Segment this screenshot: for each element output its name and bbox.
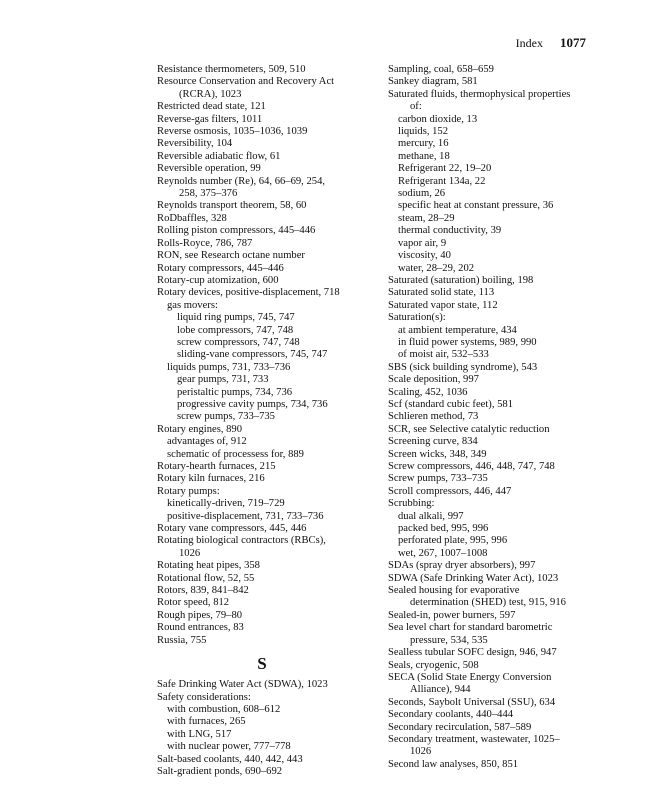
index-subentry: perforated plate, 995, 996 <box>398 535 508 547</box>
section-letter-heading: S <box>257 654 267 674</box>
index-subentry: of moist air, 532–533 <box>398 349 489 361</box>
index-entry: RON, see Research octane number <box>157 250 305 262</box>
index-entry-continuation: pressure, 534, 535 <box>410 634 488 646</box>
index-entry: Rotational flow, 52, 55 <box>157 572 255 584</box>
index-subentry: vapor air, 9 <box>398 237 447 249</box>
index-entry: Safe Drinking Water Act (SDWA), 1023 <box>157 679 328 691</box>
index-entry: Seconds, Saybolt Universal (SSU), 634 <box>388 696 556 708</box>
index-entry: Sealless tubular SOFC design, 946, 947 <box>388 647 557 659</box>
index-entry: Rotary-cup atomization, 600 <box>157 274 279 286</box>
index-entry: Reynolds number (Re), 64, 66–69, 254, <box>157 175 326 187</box>
index-subentry: steam, 28–29 <box>398 212 455 224</box>
index-entry: Reverse osmosis, 1035–1036, 1039 <box>157 126 308 138</box>
index-subentry: with combustion, 608–612 <box>167 703 281 715</box>
index-entry: Rough pipes, 79–80 <box>157 609 243 621</box>
index-subentry: dual alkali, 997 <box>398 510 464 522</box>
index-entry: Sea level chart for standard barometric <box>388 622 553 634</box>
index-subentry: lobe compressors, 747, 748 <box>177 324 294 336</box>
index-group-r <box>157 64 367 647</box>
index-entry: SECA (Solid State Energy Conversion <box>388 671 552 683</box>
index-column-right <box>388 64 600 771</box>
index-entry: Rotary vane compressors, 445, 446 <box>157 523 307 535</box>
index-entry: SCR, see Selective catalytic reduction <box>388 423 550 435</box>
index-entry: Safety considerations: <box>157 691 251 703</box>
index-entry: Reverse-gas filters, 1011 <box>157 113 263 125</box>
index-entry: Screening curve, 834 <box>388 436 478 448</box>
index-entry: Seals, cryogenic, 508 <box>388 659 479 671</box>
page-number: 1077 <box>560 35 586 50</box>
index-group-s <box>157 679 367 778</box>
index-entry: Saturated fluids, thermophysical properties <box>388 88 571 100</box>
section-title: Index <box>515 36 543 50</box>
index-subentry: with nuclear power, 777–778 <box>167 741 291 753</box>
index-entry: Restricted dead state, 121 <box>157 101 266 113</box>
index-entry: Round entrances, 83 <box>157 622 244 634</box>
index-entry: Rotary pumps: <box>157 485 220 497</box>
index-entry: Sampling, coal, 658–659 <box>388 64 494 75</box>
index-subentry: water, 28–29, 202 <box>398 262 475 274</box>
running-header <box>516 35 586 51</box>
index-subentry: liquids pumps, 731, 733–736 <box>167 361 291 373</box>
index-subentry: gear pumps, 731, 733 <box>177 374 269 386</box>
index-entry: Rotary devices, positive-displacement, 718 <box>157 287 340 299</box>
index-entry: RoDbaffles, 328 <box>157 212 227 224</box>
index-entry: Rotor speed, 812 <box>157 597 230 609</box>
index-subentry: screw pumps, 733–735 <box>177 411 275 423</box>
index-entry-continuation: 258, 375–376 <box>179 188 238 200</box>
index-group-s-continued <box>388 64 600 771</box>
index-subentry: liquid ring pumps, 745, 747 <box>177 312 295 324</box>
index-entry-continuation: determination (SHED) test, 915, 916 <box>410 597 566 609</box>
index-entry: Resource Conservation and Recovery Act <box>157 76 335 88</box>
index-column-left <box>157 64 367 778</box>
index-entry: Rotary kiln furnaces, 216 <box>157 473 265 485</box>
index-entry: Scaling, 452, 1036 <box>388 386 468 398</box>
index-subentry: Refrigerant 22, 19–20 <box>398 163 492 175</box>
index-entry-continuation: (RCRA), 1023 <box>179 88 242 100</box>
index-entry: Rotary engines, 890 <box>157 423 243 435</box>
index-entry: Salt-gradient ponds, 690–692 <box>157 765 283 777</box>
index-entry: Rotors, 839, 841–842 <box>157 585 249 597</box>
index-subentry: with LNG, 517 <box>167 728 232 740</box>
index-subentry: methane, 18 <box>398 150 450 162</box>
index-entry: Scroll compressors, 446, 447 <box>388 485 512 497</box>
index-entry: SDAs (spray dryer absorbers), 997 <box>388 560 536 572</box>
index-entry: Rotating heat pipes, 358 <box>157 560 260 572</box>
index-entry-continuation: of: <box>410 101 422 113</box>
index-subentry: screw compressors, 747, 748 <box>177 336 300 348</box>
index-entry: Second law analyses, 850, 851 <box>388 758 519 770</box>
index-subentry: Refrigerant 134a, 22 <box>398 175 486 187</box>
index-entry: Salt-based coolants, 440, 442, 443 <box>157 753 303 765</box>
index-subentry: kinetically-driven, 719–729 <box>167 498 285 510</box>
index-subentry: viscosity, 40 <box>398 250 451 262</box>
index-entry: Sankey diagram, 581 <box>388 76 478 88</box>
index-entry: Sealed-in, power burners, 597 <box>388 609 516 621</box>
index-subentry: sodium, 26 <box>398 188 446 200</box>
index-entry: Saturation(s): <box>388 312 446 324</box>
index-entry: Reynolds transport theorem, 58, 60 <box>157 200 307 212</box>
index-entry: Russia, 755 <box>157 634 207 646</box>
index-entry: Reversible operation, 99 <box>157 163 261 175</box>
index-subentry: in fluid power systems, 989, 990 <box>398 336 537 348</box>
index-entry: Saturated (saturation) boiling, 198 <box>388 274 534 286</box>
index-subentry: liquids, 152 <box>398 126 449 138</box>
index-subentry: progressive cavity pumps, 734, 736 <box>177 398 328 410</box>
index-entry: Secondary recirculation, 587–589 <box>388 721 532 733</box>
index-entry: Screw compressors, 446, 448, 747, 748 <box>388 461 555 472</box>
index-entry: Scrubbing: <box>388 498 435 510</box>
index-subentry: packed bed, 995, 996 <box>398 523 489 535</box>
index-entry: Saturated solid state, 113 <box>388 287 495 299</box>
index-entry: Reversible adiabatic flow, 61 <box>157 150 281 162</box>
index-entry: Sealed housing for evaporative <box>388 585 520 597</box>
index-entry: Rotating biological contractors (RBCs), <box>157 535 326 547</box>
index-entry-continuation: 1026 <box>410 746 432 758</box>
index-subentry: mercury, 16 <box>398 138 449 150</box>
index-entry-continuation: Alliance), 944 <box>410 684 471 696</box>
index-entry: Rotary compressors, 445–446 <box>157 262 284 274</box>
index-entry: SDWA (Safe Drinking Water Act), 1023 <box>388 572 559 584</box>
index-subentry: gas movers: <box>167 299 218 311</box>
index-subentry: advantages of, 912 <box>167 436 247 448</box>
index-entry: Scale deposition, 997 <box>388 374 479 386</box>
index-entry-continuation: 1026 <box>179 547 201 559</box>
index-subentry: wet, 267, 1007–1008 <box>398 547 488 559</box>
index-entry: Rotary-hearth furnaces, 215 <box>157 461 276 472</box>
index-subentry: carbon dioxide, 13 <box>398 113 478 125</box>
index-entry: Resistance thermometers, 509, 510 <box>157 64 306 75</box>
index-entry: Screw pumps, 733–735 <box>388 473 488 485</box>
index-subentry: thermal conductivity, 39 <box>398 225 502 237</box>
index-entry: Reversibility, 104 <box>157 138 233 150</box>
index-entry: Rolls-Royce, 786, 787 <box>157 237 253 249</box>
index-subentry: sliding-vane compressors, 745, 747 <box>177 349 328 361</box>
index-subentry: at ambient temperature, 434 <box>398 324 517 336</box>
index-entry: Schlieren method, 73 <box>388 411 479 423</box>
index-subentry: schematic of processess for, 889 <box>167 448 304 460</box>
index-subentry: specific heat at constant pressure, 36 <box>398 200 554 212</box>
index-entry: Saturated vapor state, 112 <box>388 299 498 311</box>
index-entry: Rolling piston compressors, 445–446 <box>157 225 316 237</box>
index-entry: Scf (standard cubic feet), 581 <box>388 398 514 410</box>
index-entry: SBS (sick building syndrome), 543 <box>388 361 538 373</box>
index-entry: Secondary treatment, wastewater, 1025– <box>388 733 560 745</box>
index-subentry: peristaltic pumps, 734, 736 <box>177 386 293 398</box>
index-subentry: with furnaces, 265 <box>167 716 246 728</box>
index-subentry: positive-displacement, 731, 733–736 <box>167 510 324 522</box>
index-entry: Secondary coolants, 440–444 <box>388 709 514 721</box>
index-entry: Screen wicks, 348, 349 <box>388 448 487 460</box>
